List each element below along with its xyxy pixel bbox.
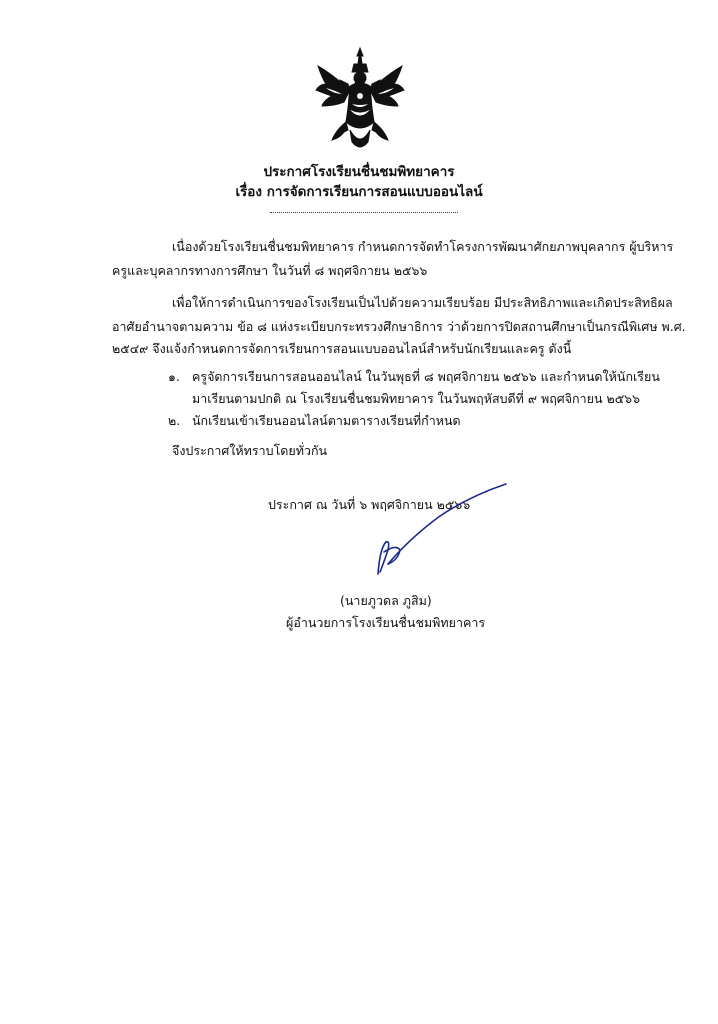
paragraph-1-line-1: เนื่องด้วยโรงเรียนชื่นชมพิทยาคาร กำหนดการจัดทำโครงการพัฒนาศักยภาพบุคลากร ผู้บริหาร — [172, 239, 674, 254]
announcement-title: ประกาศโรงเรียนชื่นชมพิทยาคาร — [263, 164, 455, 180]
handwritten-signature-icon — [370, 478, 520, 588]
announcement-date: ประกาศ ณ วันที่ ๖ พฤศจิกายน ๒๕๖๖ — [268, 497, 471, 512]
signatory-name: (นายภูวดล ภูสิม) — [340, 593, 432, 608]
announcement-subject: เรื่อง การจัดการเรียนการสอนแบบออนไลน์ — [235, 184, 483, 200]
garuda-emblem-icon — [312, 44, 408, 154]
list-item-2-number: ๒. — [168, 413, 181, 428]
list-item-1-line-2: มาเรียนตามปกติ ณ โรงเรียนชื่นชมพิทยาคาร ในวันพฤหัสบดีที่ ๙ พฤศจิกายน ๒๕๖๖ — [192, 391, 641, 406]
paragraph-1-line-2: ครูและบุคลากรทางการศึกษา ในวันที่ ๘ พฤศจิกายน ๒๕๖๖ — [112, 263, 428, 278]
paragraph-2-line-1: เพื่อให้การดำเนินการของโรงเรียนเป็นไปด้วยความเรียบร้อย มีประสิทธิภาพและเกิดประสิทธิผล — [172, 295, 673, 310]
paragraph-2-line-3: ๒๕๔๙ จึงแจ้งกำหนดการจัดการเรียนการสอนแบบออนไลน์สำหรับนักเรียนและครู ดังนี้ — [112, 341, 572, 356]
title-divider — [270, 212, 458, 213]
paragraph-2-line-2: อาศัยอำนาจตามความ ข้อ ๘ แห่งระเบียบกระทรวงศึกษาธิการ ว่าด้วยการปิดสถานศึกษาเป็นกรณีพิเศษ พ.ศ. — [112, 319, 686, 334]
closing-line: จึงประกาศให้ทราบโดยทั่วกัน — [172, 443, 328, 458]
list-item-1-number: ๑. — [168, 369, 180, 384]
signatory-position: ผู้อำนวยการโรงเรียนชื่นชมพิทยาคาร — [286, 615, 486, 630]
list-item-1-line-1: ครูจัดการเรียนการสอนออนไลน์ ในวันพุธที่ ๘ พฤศจิกายน ๒๕๖๖ และกำหนดให้นักเรียน — [192, 369, 660, 384]
list-item-2-line-1: นักเรียนเข้าเรียนออนไลน์ตามตารางเรียนที่กำหนด — [192, 413, 461, 428]
